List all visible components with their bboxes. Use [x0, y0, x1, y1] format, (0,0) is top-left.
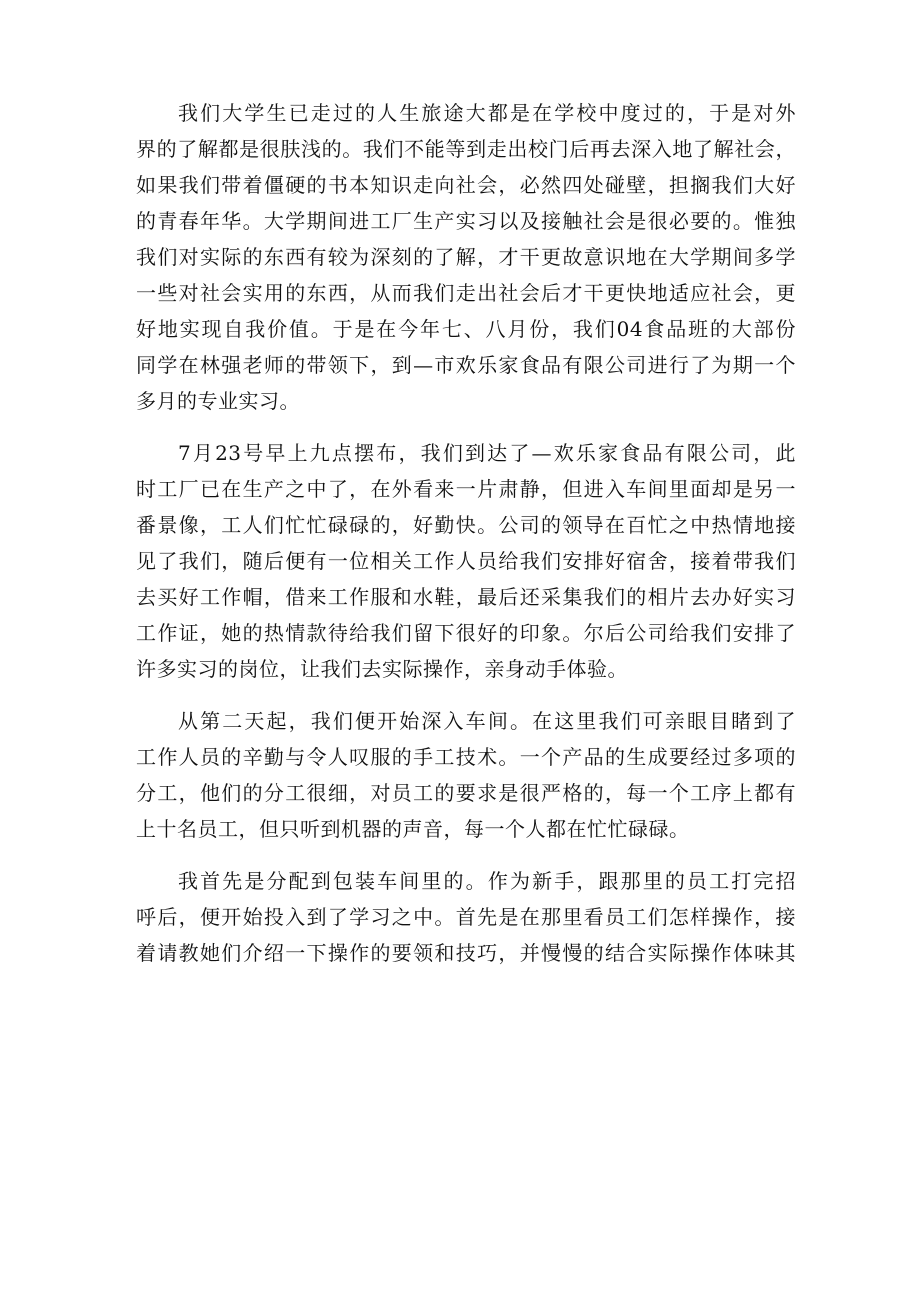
- text-line: 从第二天起，我们便开始深入车间。在这里我们可亲眼目睹到了: [178, 709, 796, 733]
- text-line: 许多实习的岗位，让我们去实际操作，亲身动手体验。: [136, 657, 628, 681]
- text-line: 好地实现自我价值。于是在今年七、八月份，我们04食品班的大部份: [136, 317, 796, 341]
- text-line: 见了我们，随后便有一位相关工作人员给我们安排好宿舍，接着带我们: [136, 549, 796, 573]
- text-line: 上十名员工，但只听到机器的声音，每一个人都在忙忙碌碌。: [136, 817, 690, 841]
- text-line: 同学在林强老师的带领下，到—市欢乐家食品有限公司进行了为期一个: [136, 353, 796, 377]
- text-line: 去买好工作帽，借来工作服和水鞋，最后还采集我们的相片去办好实习: [136, 585, 796, 609]
- text-line: 我们对实际的东西有较为深刻的了解，才干更故意识地在大学期间多学: [136, 245, 796, 269]
- text-column: [136, 95, 796, 987]
- paragraph-1: [136, 95, 796, 419]
- paragraph-4: [136, 863, 796, 971]
- text-line: 7月23号早上九点摆布，我们到达了—欢乐家食品有限公司，此: [178, 441, 796, 465]
- text-line: 时工厂已在生产之中了，在外看来一片肃静，但进入车间里面却是另一: [136, 477, 796, 501]
- text-line: 我们大学生已走过的人生旅途大都是在学校中度过的，于是对外: [178, 101, 796, 125]
- text-line: 番景像，工人们忙忙碌碌的，好勤快。公司的领导在百忙之中热情地接: [136, 513, 796, 537]
- text-line: 界的了解都是很肤浅的。我们不能等到走出校门后再去深入地了解社会，: [136, 137, 796, 161]
- text-line: 呼后，便开始投入到了学习之中。首先是在那里看员工们怎样操作，接: [136, 905, 796, 929]
- text-line: 我首先是分配到包装车间里的。作为新手，跟那里的员工打完招: [178, 869, 796, 893]
- paragraph-2: [136, 435, 796, 687]
- text-line: 一些对社会实用的东西，从而我们走出社会后才干更快地适应社会，更: [136, 281, 796, 305]
- text-line: 的青春年华。大学期间进工厂生产实习以及接触社会是很必要的。惟独: [136, 209, 796, 233]
- text-line: 工作人员的辛勤与令人叹服的手工技术。一个产品的生成要经过多项的: [136, 745, 796, 769]
- text-line: 多月的专业实习。: [136, 389, 300, 413]
- paragraph-3: [136, 703, 796, 847]
- text-line: 着请教她们介绍一下操作的要领和技巧，并慢慢的结合实际操作体味其: [136, 941, 796, 965]
- text-line: 如果我们带着僵硬的书本知识走向社会，必然四处碰壁，担搁我们大好: [136, 173, 796, 197]
- text-line: 分工，他们的分工很细，对员工的要求是很严格的，每一个工序上都有: [136, 781, 796, 805]
- text-line: 工作证，她的热情款待给我们留下很好的印象。尔后公司给我们安排了: [136, 621, 796, 645]
